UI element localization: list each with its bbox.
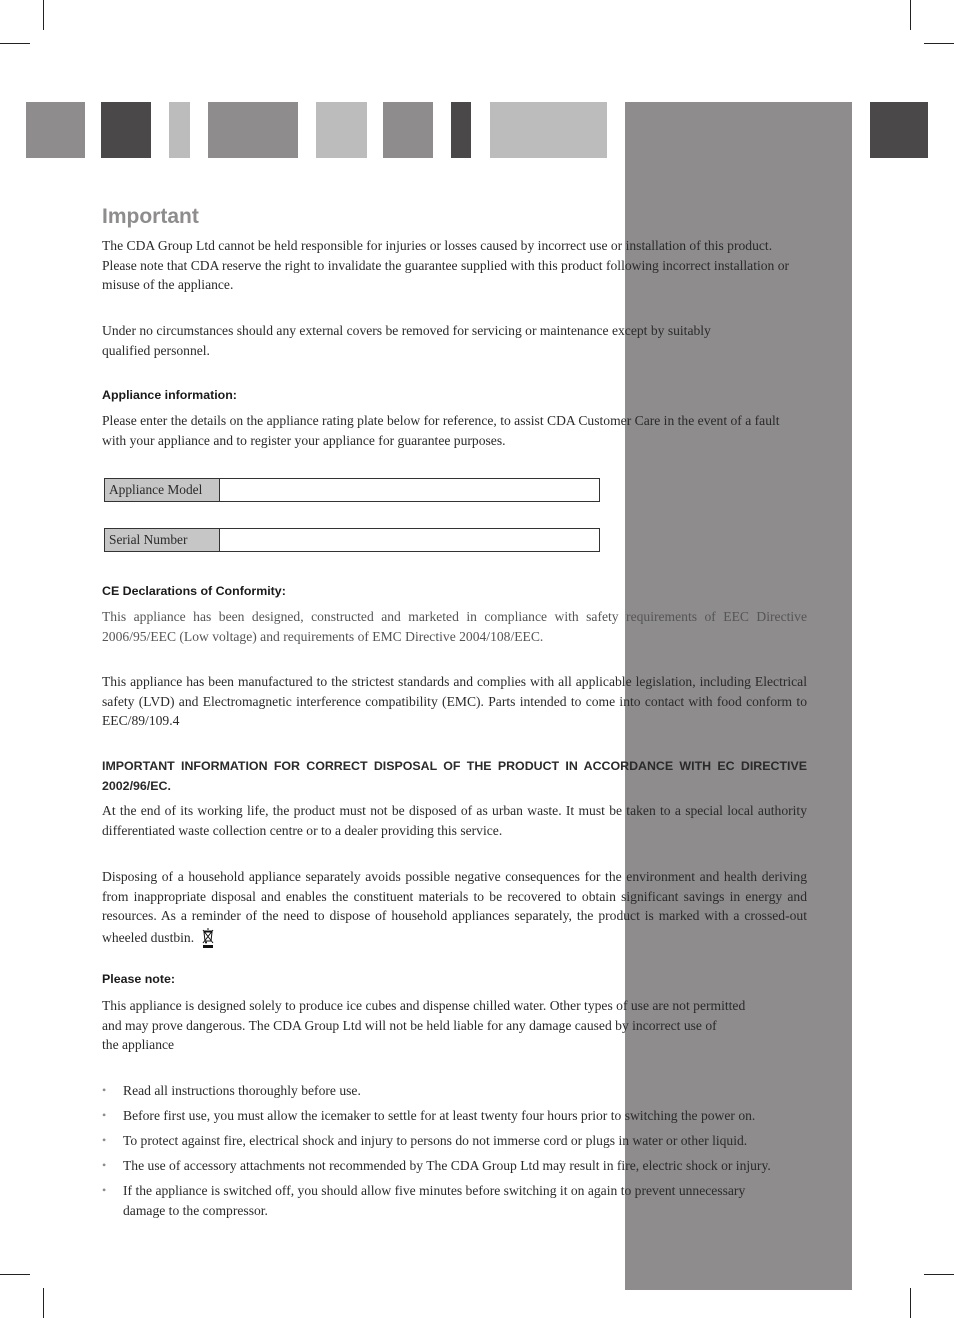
crop-mark xyxy=(924,43,954,44)
covers-paragraph: Under no circumstances should any external covers be removed for servicing or maintenance except by suitably qualified personnel. xyxy=(102,323,711,358)
intro-paragraph: The CDA Group Ltd cannot be held responsible for injuries or losses caused by incorrect use or installation of this product. Please note that CDA reserve the right to invalidate the guarantee supplied with this product following incorrect installation or misuse of the appliance. xyxy=(102,238,790,293)
header-block xyxy=(316,102,367,158)
header-block xyxy=(451,102,471,158)
ce-heading: CE Declarations of Conformity: xyxy=(102,584,286,598)
list-item-text: Before first use, you must allow the icemaker to settle for at least twenty four hours prior to switching the power on. xyxy=(123,1107,756,1123)
header-block xyxy=(490,102,607,158)
please-note-heading: Please note: xyxy=(102,972,175,986)
bullet-icon: • xyxy=(102,1157,107,1172)
crossed-out-wheeled-bin-icon xyxy=(202,926,214,948)
appliance-model-label: Appliance Model xyxy=(105,479,220,501)
crop-mark xyxy=(910,1288,911,1318)
list-item xyxy=(102,1131,807,1151)
please-note-paragraph xyxy=(102,996,807,1055)
crop-mark xyxy=(43,1288,44,1318)
list-item-text: To protect against fire, electrical shock and injury to persons do not immerse cord or plugs in water or other liquid. xyxy=(123,1132,748,1148)
ce-paragraph-1: This appliance has been designed, constructed and marketed in compliance with safety requirements of EEC Directive 2006/95/EEC (Low voltage) and requirements of EMC Directive 2004/108/EEC. xyxy=(102,609,807,644)
page-title: Important xyxy=(102,205,199,228)
list-item xyxy=(102,1156,807,1176)
crop-mark xyxy=(924,1274,954,1275)
header-block xyxy=(383,102,433,158)
serial-number-value[interactable] xyxy=(220,529,599,551)
appliance-info-heading: Appliance information: xyxy=(102,388,237,402)
header-block xyxy=(208,102,298,158)
disposal-paragraph-2-text: Disposing of a household appliance separately avoids possible negative consequences for the environment and health deriving from inappropriate disposal and enables the constituent materials to be recovered to obtain significant savings in energy and resources. As a reminder of the need to dispose of household appliances separately, the product is marked with a crossed-out wheeled dustbin. xyxy=(102,869,807,945)
appliance-model-field[interactable] xyxy=(104,478,600,502)
list-item xyxy=(102,1181,807,1220)
please-note-line-1: This appliance is designed solely to produce ice cubes and dispense chilled water. Other types of use are not permitted xyxy=(102,998,746,1013)
header-block xyxy=(26,102,85,158)
disposal-paragraph-1: At the end of its working life, the product must not be disposed of as urban waste. It must be taken to a special local authority differentiated waste collection centre or to a dealer providing this service. xyxy=(102,803,807,838)
ce-paragraph-2: This appliance has been manufactured to the strictest standards and complies with all applicable legislation, including Electrical safety (LVD) and Electromagnetic interference compatibility (EMC). Parts intended to come into contact with food conform to EEC/89/109.4 xyxy=(102,674,807,729)
list-item-text: The use of accessory attachments not recommended by The CDA Group Ltd may result in fire, electric shock or injury. xyxy=(123,1157,771,1173)
crop-mark xyxy=(0,1274,30,1275)
crop-mark xyxy=(43,0,44,30)
bullet-icon: • xyxy=(102,1083,107,1097)
list-item xyxy=(102,1106,807,1126)
header-block xyxy=(169,102,190,158)
header-block xyxy=(101,102,151,158)
list-item-text: Read all instructions thoroughly before use. xyxy=(123,1083,361,1098)
bullet-icon: • xyxy=(102,1107,107,1122)
appliance-info-paragraph: Please enter the details on the appliance rating plate below for reference, to assist CDA Customer Care in the event of a fault with your appliance and to register your appliance for guarantee purposes. xyxy=(102,413,780,448)
serial-number-label: Serial Number xyxy=(105,529,220,551)
disposal-paragraph-2 xyxy=(102,867,807,948)
bullet-icon: • xyxy=(102,1182,107,1197)
crop-mark xyxy=(910,0,911,30)
list-item-text: If the appliance is switched off, you should allow five minutes before switching it on again to prevent unnecessary damage to the compressor. xyxy=(123,1182,746,1218)
header-block xyxy=(870,102,928,158)
serial-number-field[interactable] xyxy=(104,528,600,552)
appliance-model-value[interactable] xyxy=(220,479,599,501)
list-item xyxy=(102,1081,807,1101)
crop-mark xyxy=(0,43,30,44)
disposal-heading: IMPORTANT INFORMATION FOR CORRECT DISPOSAL OF THE PRODUCT IN ACCORDANCE WITH EC DIRECTIVE 2002/96/EC. xyxy=(102,759,807,793)
safety-bullet-list xyxy=(102,1081,807,1226)
bullet-icon: • xyxy=(102,1132,107,1147)
please-note-line-2: and may prove dangerous. The CDA Group Ltd will not be held liable for any damage caused by incorrect use of xyxy=(102,1017,717,1033)
please-note-line-3: the appliance xyxy=(102,1037,175,1053)
